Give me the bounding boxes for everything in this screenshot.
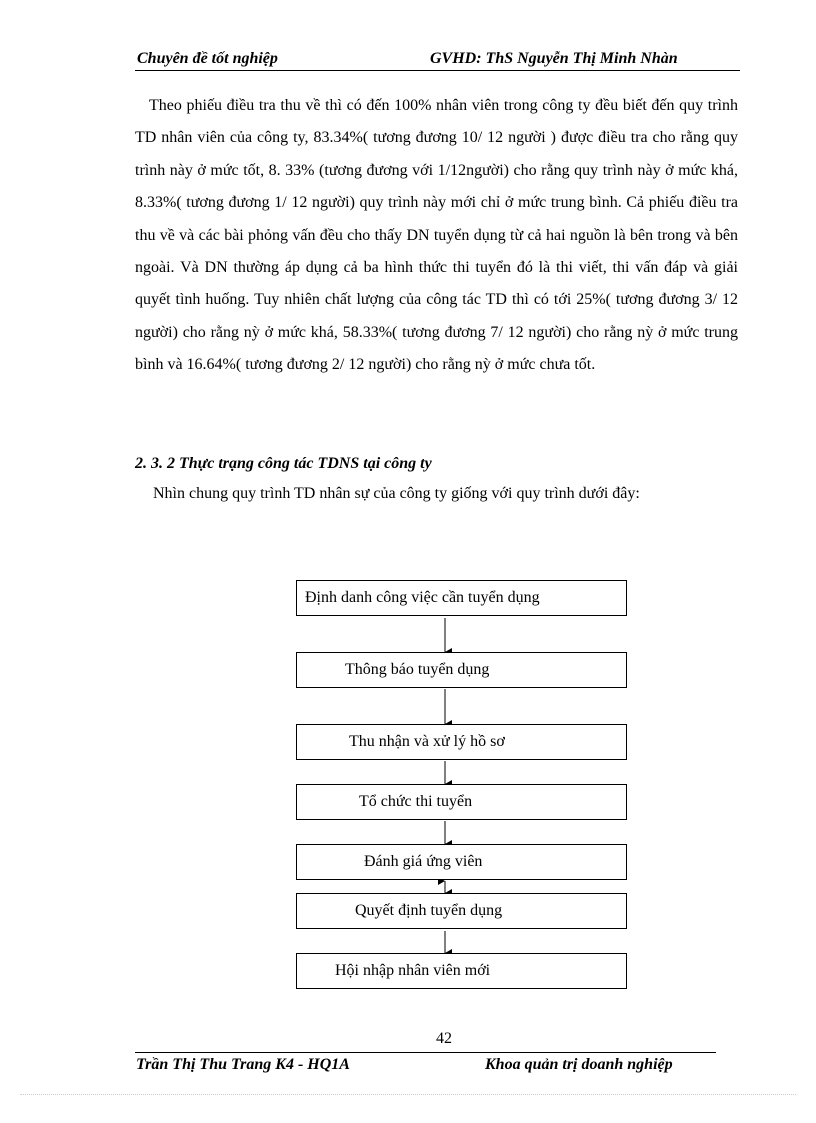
flow-step-5: Đánh giá ứng viên [296, 844, 627, 880]
footer-divider [135, 1052, 716, 1053]
flow-step-4: Tổ chức thi tuyển [296, 784, 627, 820]
flow-step-7: Hội nhập nhân viên mới [296, 953, 627, 989]
header-left-text: Chuyên đề tốt nghiệp [137, 50, 278, 67]
flow-step-3: Thu nhận và xử lý hồ sơ [296, 724, 627, 760]
footer-right-text: Khoa quản trị doanh nghiệp [485, 1056, 673, 1073]
body-paragraph-1: Theo phiếu điều tra thu về thì có đến 100% nhân viên trong công ty đều biết đến quy trình TD nhân viên của công ty, 83.34%( tương đương 10/ 12 người ) được điều tra cho rằng quy trình này ở mức tốt, 8. 33% (tương đương với 1/12người) cho rằng quy trình này ở mức khá, 8.33%( tương đương 1/ 12 người) quy trình này mới chỉ ở mức trung bình. Cả phiếu điều tra thu về và các bài phỏng vấn đều cho thấy DN tuyển dụng từ cả hai nguồn là bên trong và bên ngoài. Và DN thường áp dụng cả ba hình thức thi tuyển đó là thi viết, thi vấn đáp và giải quyết tình huống. Tuy nhiên chất lượng của công tác TD thì có tới 25%( tương đương 3/ 12 người) cho rằng nỳ ở mức khá, 58.33%( tương đương 7/ 12 người) cho rằng nỳ ở mức trung bình và 16.64%( tương đương 2/ 12 người) cho rằng nỳ ở mức chưa tốt. [135, 97, 738, 374]
page-bottom-divider [20, 1094, 796, 1095]
footer-left-text: Trần Thị Thu Trang K4 - HQ1A [136, 1056, 350, 1073]
flow-step-1: Định danh công việc cần tuyển dụng [296, 580, 627, 616]
page-number: 42 [436, 1030, 452, 1047]
header-right-text: GVHD: ThS Nguyễn Thị Minh Nhàn [430, 50, 678, 67]
body-paragraph-2: Nhìn chung quy trình TD nhân sự của công ty giống với quy trình dưới đây: [153, 485, 640, 502]
flow-step-6: Quyết định tuyển dụng [296, 893, 627, 929]
section-heading: 2. 3. 2 Thực trạng công tác TDNS tại công ty [135, 455, 432, 472]
flow-step-2: Thông báo tuyển dụng [296, 652, 627, 688]
